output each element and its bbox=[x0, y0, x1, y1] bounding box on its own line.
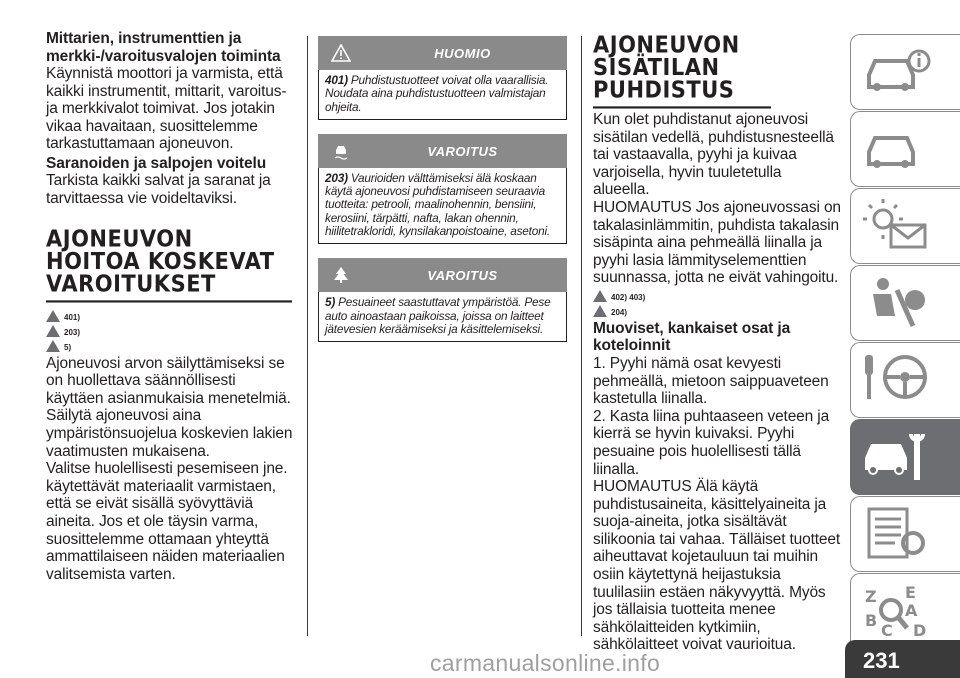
warning-icon bbox=[593, 305, 607, 317]
reference-203: 203) bbox=[46, 322, 296, 337]
note-body: 203) Vaurioiden välttämiseksi älä koskaan käytä ajoneuvosi puhdistamiseen seuraavia tuotteita: petrooli, maalinohennin, bensiini, kerosiini, tärpätti, nafta, lakan ohennin, hiilitetrakloridi, kynsilakanpoistoaine, asetoni. bbox=[318, 168, 567, 244]
paragraph-plastic-2: 2. Kasta liina puhtaaseen veteen ja kierrä se hyvin kuivaksi. Pyyhi pesuaine pois huolellisesti tällä liinalla. bbox=[593, 407, 830, 478]
note-box-warning-environment bbox=[318, 258, 567, 342]
note-body: 401) Puhdistustuotteet voivat olla vaarallisia. Noudata aina puhdistustuotteen valmistajan ohjeita. bbox=[318, 70, 567, 120]
paragraph-locks: Tarkista kaikki salvat ja saranat ja tarvittaessa vie voideltaviksi. bbox=[46, 172, 271, 208]
paragraph-plastic-1: 1. Pyyhi nämä osat kevyesti pehmeällä, mietoon saippuaveteen kastetulla liinalla. bbox=[593, 354, 829, 408]
warning-icon bbox=[46, 310, 60, 322]
paragraph-plastic-3: HUOMAUTUS Älä käytä puhdistusaineita, käsittelyaineita ja suoja-aineita, jotka sisältävät silikoonia tai vahaa. Tälläiset tuotteet aiheuttavat kojetauluun tai muihin osiin käytettynä heijastuksia tuulilasiin estäen näkyvyyttä. Myös jos tällaisia tuotteita menee sähkölaitteiden kytkimiin, sähkölaitteet voivat vaurioitua. bbox=[593, 478, 841, 654]
svg-text:B: B bbox=[865, 611, 878, 630]
paragraph-2: Säilytä ajoneuvosi aina ympäristönsuojelua koskevien lakien vaatimusten mukaisena. bbox=[46, 407, 293, 460]
reference-402-403: 402) 403) bbox=[593, 287, 841, 302]
reference-401: 401) bbox=[46, 307, 296, 322]
svg-text:Z: Z bbox=[865, 587, 877, 606]
middle-column bbox=[318, 36, 567, 356]
reference-5: 5) bbox=[46, 337, 296, 352]
section-title-care-warnings: AJONEUVON HOITOA KOSKEVAT VAROITUKSET bbox=[46, 228, 292, 303]
column-divider bbox=[307, 36, 308, 636]
note-body: 5) Pesuaineet saastuttavat ympäristöä. Pese auto ainoastaan paikoissa, joissa on laitteet jätevesien keräämiseksi ja käsittelemiseksi. bbox=[318, 292, 567, 342]
warning-icon bbox=[46, 340, 60, 352]
column-divider bbox=[581, 36, 582, 636]
svg-text:E: E bbox=[905, 583, 916, 602]
warning-icon bbox=[46, 325, 60, 337]
note-header: VAROITUS bbox=[318, 134, 567, 168]
specifications-icon[interactable] bbox=[850, 496, 960, 572]
car-dashboard-icon[interactable] bbox=[850, 111, 960, 187]
paragraph-3: Valitse huolellisesti pesemiseen jne. käytettävät materiaalit varmistaen, että se eivät sisällä syövyttäviä aineita. Jos et ole täysin varma, suosittelemme ottamaan yhteyttä ammattilaiseen näiden materiaalien valitsemista varten. bbox=[46, 460, 288, 583]
page-number: 231 bbox=[845, 640, 960, 678]
note-header: VAROITUS bbox=[318, 258, 567, 292]
paragraph-interior-1: Kun olet puhdistanut ajoneuvosi sisätilan vedellä, puhdistusnesteellä tai vastaavalla, pyyhi ja kuivaa varjoisella, hyvin tuuletetulla alueella. bbox=[593, 111, 834, 199]
key-steering-icon[interactable] bbox=[850, 342, 960, 418]
note-header: HUOMIO bbox=[318, 36, 567, 70]
svg-text:D: D bbox=[913, 621, 927, 640]
paragraph-1: Ajoneuvosi arvon säilyttämiseksi se on huollettava säännöllisesti käyttäen asianmukaisia menetelmiä. bbox=[46, 354, 291, 407]
paragraph-interior-2: HUOMAUTUS Jos ajoneuvossasi on takalasinlämmitin, puhdista takalasin sisäpinta aina pehmeällä liinalla ja pyyhi lasia lämmityselementtien suunnassa, jotta ne eivät vahingoitu. bbox=[593, 198, 841, 287]
section-heading-locks: Saranoiden ja salpojen voitelu bbox=[46, 154, 267, 172]
paragraph-lights: Käynnistä moottori ja varmista, että kaikki instrumentit, mittarit, varoitus- ja merkkivalot toimivat. Jos jotakin vikaa havaitaan, suosittelemme tarkastuttamaan ajoneuvon. bbox=[46, 65, 287, 153]
index-icon[interactable] bbox=[850, 573, 960, 649]
airbag-seat-icon[interactable] bbox=[850, 265, 960, 341]
note-box-warning-products bbox=[318, 134, 567, 244]
section-heading-lights: Mittarien, instrumenttien ja merkki-/varoitusvalojen toiminta bbox=[46, 30, 281, 65]
car-info-icon[interactable] bbox=[850, 34, 960, 110]
section-title-interior-cleaning: AJONEUVON SISÄTILAN PUHDISTUS bbox=[593, 34, 771, 109]
right-column bbox=[593, 31, 841, 654]
warning-icon bbox=[593, 290, 607, 302]
reference-204: 204) bbox=[593, 302, 841, 317]
section-heading-plastic: Muoviset, kankaiset osat ja koteloinnit bbox=[593, 319, 791, 355]
car-maintenance-icon[interactable] bbox=[850, 419, 960, 495]
svg-text:C: C bbox=[881, 621, 893, 640]
svg-text:A: A bbox=[905, 601, 918, 620]
left-column bbox=[46, 30, 296, 583]
note-box-caution bbox=[318, 36, 567, 120]
watermark: carmanualsonline.info bbox=[430, 650, 661, 676]
warning-lights-icon[interactable] bbox=[850, 188, 960, 264]
